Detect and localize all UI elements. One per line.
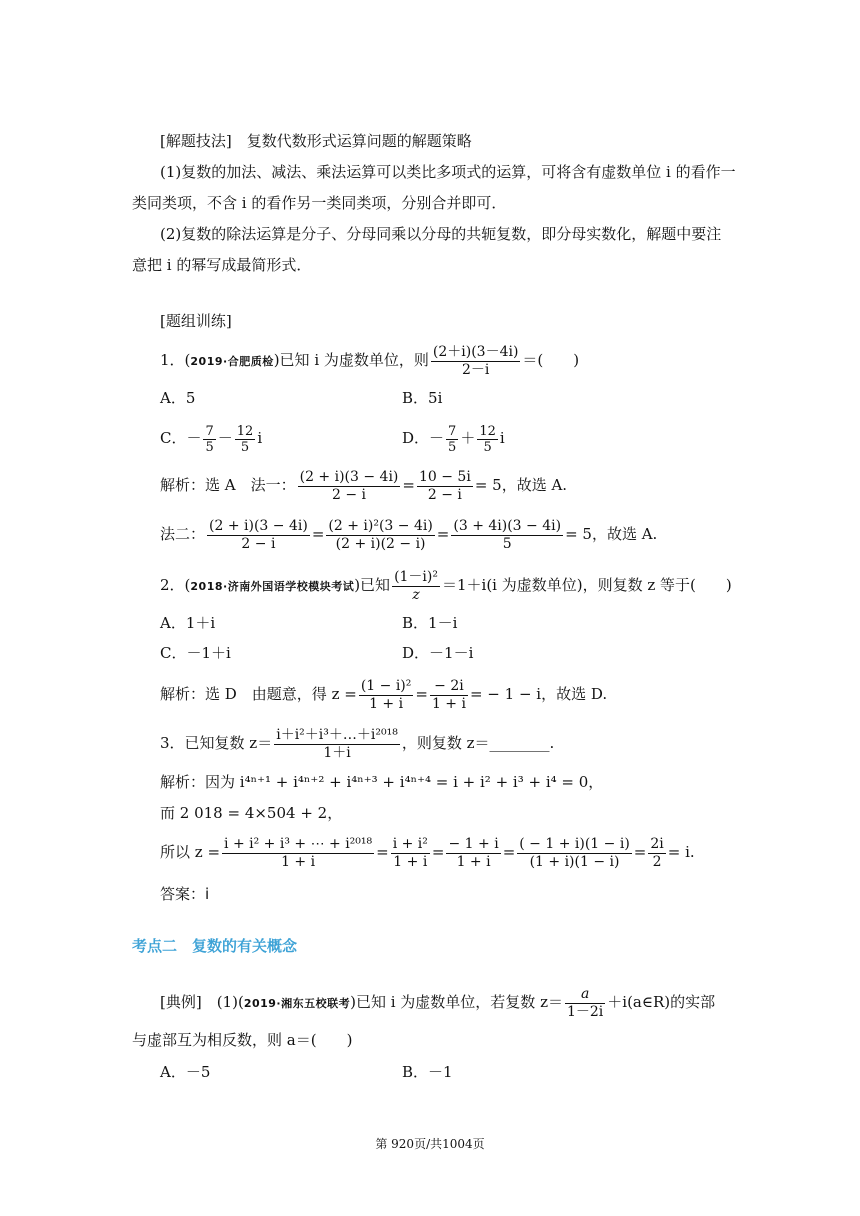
q3-sol-line2: 而 2 018 = 4×504 + 2， <box>160 804 343 822</box>
strategy-p2-line1: (2)复数的除法运算是分子、分母同乘以分母的共轭复数，即分母实数化，解题中要注 <box>160 225 722 243</box>
q1-sol2-f1-den: 2 − i <box>241 535 276 552</box>
example-option-b: B．－1 <box>402 1063 453 1081</box>
q1-num: (2＋i)(3－4i) <box>432 343 519 360</box>
q2-option-a: A．1＋i <box>160 614 216 632</box>
q3-f3-num: − 1 + i <box>448 835 499 852</box>
example-source: 2019·湘东五校联考 <box>243 997 351 1010</box>
q1-sol1-f2-den: 2 − i <box>427 486 462 503</box>
q3-fraction <box>274 727 400 762</box>
q1-c-frac1 <box>203 424 215 455</box>
strategy-title: [解题技法] 复数代数形式运算问题的解题策略 <box>160 132 472 150</box>
q3-num: i＋i²＋i³＋…＋i²⁰¹⁸ <box>276 726 398 743</box>
example-line2: 与虚部互为相反数，则 a＝( ) <box>132 1031 353 1049</box>
q1-d-f1-den: 5 <box>448 439 457 455</box>
q3-f1-den: 1 + i <box>281 853 316 870</box>
q2-sol-f2-num: − 2i <box>430 678 468 696</box>
q1-c-mid: － <box>217 429 233 447</box>
q1-sol2-f2-num: (2 + i)²(3 − 4i) <box>328 517 433 534</box>
q1-prefix: 1．( <box>160 351 191 369</box>
example-option-a: A．－5 <box>160 1063 211 1081</box>
q1-option-c <box>160 420 262 456</box>
q1-tail: ＝( ) <box>522 351 580 369</box>
q3-eq2: = <box>431 843 445 861</box>
q1-sol2-frac1 <box>207 518 310 553</box>
q1-solution-2 <box>160 515 657 553</box>
q2-sol-frac2 <box>430 678 468 713</box>
q2-sol-f1-num: (1 − i)² <box>360 677 412 694</box>
q2-den: z <box>412 586 420 603</box>
q2-fraction <box>392 569 440 604</box>
q2-prefix: 2．( <box>160 576 191 594</box>
q1-c-frac2 <box>235 424 256 455</box>
q3-f5-num: 2i <box>650 835 664 852</box>
q3-f3-den: 1 + i <box>456 853 491 870</box>
q1-d-post: i <box>499 429 505 447</box>
q3-stem <box>160 724 554 762</box>
q2-stem <box>160 566 732 604</box>
q1-d-frac1 <box>446 424 458 455</box>
q1-sol2-frac3 <box>451 518 563 553</box>
q2-sol-frac1 <box>359 678 414 713</box>
q1-c-f1-num: 7 <box>205 423 214 439</box>
q1-c-pre: C．－ <box>160 429 202 447</box>
q1-sol2-f2-den: (2 + i)(2 − i) <box>335 535 426 552</box>
q1-c-f1-den: 5 <box>205 439 214 455</box>
q3-sol3-post: = i. <box>667 843 695 861</box>
q2-sol-pre: 解析：选 D 由题意，得 z = <box>160 685 357 703</box>
q2-option-c: C．－1＋i <box>160 644 231 662</box>
example-den: 1－2i <box>566 1003 604 1020</box>
q3-eq4: = <box>633 843 647 861</box>
q1-sol1-frac2 <box>417 469 473 504</box>
q1-c-f2-num: 12 <box>236 423 254 439</box>
q3-answer: 答案：i <box>160 885 210 903</box>
example-prefix: [典例] (1)( <box>160 993 244 1011</box>
q1-sol1-f1-num: (2 + i)(3 − 4i) <box>299 468 399 485</box>
q1-sol1-frac1 <box>298 469 401 504</box>
q1-c-f2-den: 5 <box>240 439 250 455</box>
q1-d-mid: ＋ <box>460 429 476 447</box>
q1-sol1-pre: 解析：选 A 法一： <box>160 476 296 494</box>
q3-eq1: = <box>376 843 389 861</box>
q1-sol2-f3-num: (3 + 4i)(3 − 4i) <box>453 517 562 534</box>
q1-den: 2－i <box>461 361 490 378</box>
q3-sol3-frac3 <box>446 836 500 871</box>
q2-sol-post: = − 1 − i，故选 D. <box>469 685 608 703</box>
q3-f2-num: i + i² <box>392 835 428 852</box>
q3-sol3-pre: 所以 z = <box>160 843 221 861</box>
q1-option-d <box>402 420 505 456</box>
q1-sol1-f1-den: 2 − i <box>332 486 367 503</box>
section2-title: 考点二 复数的有关概念 <box>132 937 298 955</box>
q2-sol-f2-den: 1 + i <box>431 695 466 712</box>
q2-sol-eq: = <box>415 685 428 703</box>
strategy-p2-line2: 意把 i 的幂写成最简形式． <box>132 256 312 274</box>
q1-d-pre: D．－ <box>402 429 445 447</box>
q1-sol2-frac2 <box>326 518 434 553</box>
q3-sol-line1: 解析：因为 i⁴ⁿ⁺¹ + i⁴ⁿ⁺² + i⁴ⁿ⁺³ + i⁴ⁿ⁺⁴ = i + i² + i³ + i⁴ = 0， <box>160 773 604 791</box>
q2-source: 2018·济南外国语学校模块考试 <box>190 580 355 593</box>
q1-solution-1 <box>160 466 567 504</box>
q1-source: 2019·合肥质检 <box>190 355 274 368</box>
example-stem <box>160 983 715 1021</box>
q1-sol1-post: = 5，故选 A. <box>474 476 568 494</box>
example-fraction <box>565 986 605 1021</box>
q1-sol2-f1-num: (2 + i)(3 − 4i) <box>209 517 308 534</box>
strategy-p1-line1: (1)复数的加法、减法、乘法运算可以类比多项式的运算，可将含有虚数单位 i 的看作一 <box>160 163 736 181</box>
q2-option-b: B．1－i <box>402 614 458 632</box>
q3-f1-num: i + i² + i³ + ⋯ + i²⁰¹⁸ <box>224 835 373 852</box>
q3-sol3-frac2 <box>391 836 430 871</box>
q1-d-frac2 <box>477 424 498 455</box>
q3-sol3-frac1 <box>222 836 374 871</box>
q3-f4-den: (1 + i)(1 − i) <box>529 853 620 870</box>
q2-text: )已知 <box>354 576 391 594</box>
q2-option-d: D．－1－i <box>402 644 474 662</box>
q2-solution <box>160 675 607 713</box>
q1-stem <box>160 342 579 378</box>
q1-sol1-f2-num: 10 − 5i <box>418 468 471 485</box>
q1-option-a: A．5 <box>160 389 196 407</box>
q1-d-f1-num: 7 <box>448 423 457 439</box>
q1-d-f2-num: 12 <box>479 423 496 439</box>
q1-sol2-pre: 法二： <box>160 525 206 543</box>
q1-sol2-eq2: = <box>436 525 450 543</box>
q2-tail: ＝1＋i(i 为虚数单位)，则复数 z 等于( ) <box>441 576 732 594</box>
q3-prefix: 3．已知复数 z＝ <box>160 734 273 752</box>
q3-sol3-frac5 <box>648 836 665 871</box>
q1-sol1-eq: = <box>402 476 415 494</box>
q3-sol3-frac4 <box>517 836 632 871</box>
example-num: a <box>565 986 605 1004</box>
q1-c-post: i <box>257 429 263 447</box>
q3-f4-num: ( − 1 + i)(1 − i) <box>519 835 630 852</box>
q3-eq3: = <box>502 843 516 861</box>
page-footer: 第 920页/共1004页 <box>375 1137 485 1151</box>
example-text: )已知 i 为虚数单位，若复数 z＝ <box>350 993 563 1011</box>
q2-sol-f1-den: 1 + i <box>369 695 404 712</box>
q1-sol2-eq1: = <box>311 525 325 543</box>
strategy-p1-line2: 类同类项，不含 i 的看作另一类同类项，分别合并即可． <box>132 194 507 212</box>
q1-fraction <box>431 344 521 379</box>
q1-option-b: B．5i <box>402 389 443 407</box>
example-tail: ＋i(a∈R)的实部 <box>607 993 716 1011</box>
q3-tail: ，则复数 z＝________. <box>401 734 555 752</box>
q3-f2-den: 1 + i <box>393 853 428 870</box>
q3-sol-line3 <box>160 833 695 871</box>
q1-sol2-post: = 5，故选 A. <box>565 525 658 543</box>
q1-sol2-f3-den: 5 <box>502 535 512 552</box>
q2-num: (1－i)² <box>394 568 438 585</box>
q3-den: 1＋i <box>323 744 351 761</box>
drill-title: [题组训练] <box>160 312 232 330</box>
q1-text: )已知 i 为虚数单位，则 <box>273 351 429 369</box>
q3-f5-den: 2 <box>652 853 662 870</box>
q1-d-f2-den: 5 <box>483 439 492 455</box>
